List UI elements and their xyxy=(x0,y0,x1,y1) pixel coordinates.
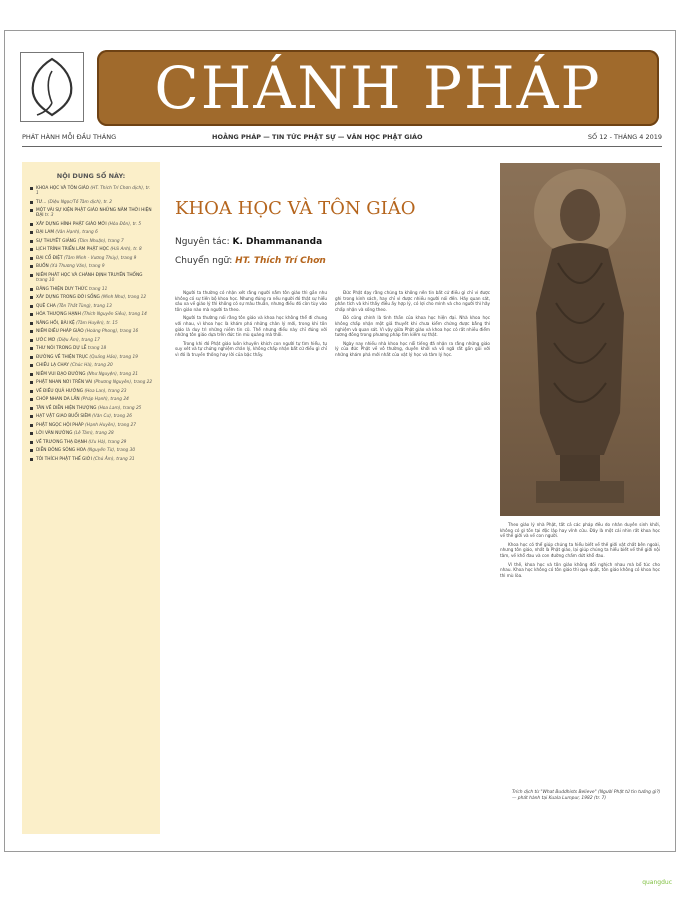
toc-item-title: LỊCH TRÌNH TRIỂN LÃM PHẬT HỌC xyxy=(36,247,109,253)
toc-item-source: tr. 3 xyxy=(44,213,54,219)
toc-item-source: (Hạnh Huyền), trang 27 xyxy=(85,422,137,428)
toc-item-title: HÓA THƯỢNG HẠNH xyxy=(36,312,81,318)
toc-list xyxy=(22,186,160,462)
toc-item-title: CHIỀU LẠ CHAY xyxy=(36,363,69,369)
toc-item[interactable] xyxy=(30,389,154,394)
article-caption: Trích dịch từ "What Buddhists Believe" (Người Phật tử tin tưởng gì?) — phát hành tại Kuala Lumpur, 1982 (tr. 7) xyxy=(512,790,661,801)
toc-item-source: (Hải Anh), tr. 8 xyxy=(110,247,142,253)
toc-item-title: NIỀM ĐIỀU PHÁP GIÁO xyxy=(36,329,84,335)
toc-item-title: DIỄN ĐÔNG SÔNG HOA xyxy=(36,448,86,454)
toc-item[interactable] xyxy=(30,372,154,377)
toc-item[interactable] xyxy=(30,304,154,309)
author-label: Nguyên tác: xyxy=(175,237,230,247)
article-paragraph: Đó cũng chính là tinh thần của khoa học hiện đại. Nhà khoa học không chấp nhận một giả thuyết khi chưa kiểm chứng được bằng thí nghiệm và quan sát. Vì vậy giữa Phật giáo và khoa học có rất nhiều điểm tương đồng trong phương pháp tìm kiếm sự thật. xyxy=(335,315,490,338)
toc-item-title: PHẬT NGỌC HỘI PHÁP xyxy=(36,422,84,428)
article-paragraph: Ngày nay nhiều nhà khoa học nổi tiếng đã nhận ra rằng những giáo lý của đức Phật về vô thường, duyên khởi và vô ngã rất gần gũi với những khám phá mới nhất của vật lý học và tâm lý học. xyxy=(335,340,490,357)
toc-item-source: (Minh Như), trang 12 xyxy=(101,295,147,301)
issue-number: SỐ 12 - THÁNG 4 2019 xyxy=(587,133,662,141)
toc-item[interactable] xyxy=(30,295,154,300)
toc-item-source: (Tâm Nhuận), trang 7 xyxy=(77,238,124,244)
toc-item-source: (Hoa Lan), trang 23 xyxy=(84,388,127,394)
toc-item-title: VỀ ĐIỀU QUẢ HƯỚNG xyxy=(36,388,84,394)
toc-item-title: HẠT VẬT GIAO BUỔI SIÊM xyxy=(36,414,91,420)
article-title: KHOA HỌC VÀ TÔN GIÁO xyxy=(175,198,416,219)
toc-item[interactable] xyxy=(30,247,154,252)
buddha-statue-photo xyxy=(500,163,660,516)
toc-title: NỘI DUNG SỐ NÀY: xyxy=(56,172,126,180)
toc-item[interactable] xyxy=(30,338,154,343)
toc-item[interactable] xyxy=(30,448,154,453)
toc-item-source: trang 11 xyxy=(88,286,108,292)
toc-item-source: (Phương Nguyên), trang 22 xyxy=(93,380,153,386)
toc-item[interactable] xyxy=(30,222,154,227)
article-column-2 xyxy=(335,290,490,835)
toc-item-title: PHẬT NHAN NƠI TRÊN VAI xyxy=(36,380,93,386)
toc-item[interactable] xyxy=(30,329,154,334)
toc-item-title: ĐƯỜNG VỀ THIỆN TRỤC xyxy=(36,354,89,360)
toc-item-title: THƯ NÓI TRONG DỰ LỄ xyxy=(36,346,87,352)
author-name: K. Dhammananda xyxy=(232,237,323,247)
toc-item-title: ĐẠI LAM xyxy=(36,230,55,236)
toc-item-title: CHÓP NHAN DA LẦN xyxy=(36,397,80,403)
toc-item-title: VỀ TRƯƠNG THẠ ĐẠNH xyxy=(36,439,88,445)
article-paragraph: Theo giáo lý nhà Phật, tất cả các pháp đều do nhân duyên sinh khởi, không có gì tồn tại độc lập hay vĩnh cửu. Đây là một cái nhìn rất khoa học về thế giới và về con người. xyxy=(500,522,660,539)
article-column-3 xyxy=(500,522,660,787)
toc-item-title: ĐĂNG THIỆN DUY THỨC xyxy=(36,286,88,292)
toc-item-source: (Nguyên Từ), trang 30 xyxy=(87,448,136,454)
toc-item-source: (Thích Nguyên Siêu), trang 14 xyxy=(82,312,147,318)
toc-item-source: (Tâm Huyền), tr. 15 xyxy=(76,320,118,326)
toc-item-source: (Diệu Ngọc/Tố Tâm dịch), tr. 2 xyxy=(47,199,113,205)
article-paragraph: Đức Phật dạy rằng chúng ta không nên tin bất cứ điều gì chỉ vì được ghi trong kinh sách, hay chỉ vì được nhiều người nói đến. Hãy quan sát, phân tích và khi thấy điều ấy hợp lý, có lợi cho mình và cho người thì hãy chấp nhận và sống theo. xyxy=(335,290,490,312)
article-paragraph: Người ta thường nói rằng tôn giáo và khoa học không thể đi chung với nhau, vì khoa học là khám phá những chân lý mới, trong khi tôn giáo là duy trì những niềm tin cũ. Thế nhưng điều này chỉ đúng với những tôn giáo dựa trên đức tin mù quáng mà thôi. xyxy=(175,315,327,338)
toc-item[interactable] xyxy=(30,239,154,244)
toc-item-title: ĐẠI CỔ ĐIỆT xyxy=(36,255,63,261)
header-rule xyxy=(22,146,662,147)
tagline: HOẰNG PHÁP — TIN TỨC PHẬT SỰ — VĂN HỌC PHẬT GIÁO xyxy=(212,133,423,141)
toc-item[interactable] xyxy=(30,380,154,385)
info-bar xyxy=(22,133,662,145)
toc-item-title: NIỀM PHÁT HỌC VÀ CHÁNH ĐỊNH TRUYỀN THỐNG xyxy=(36,272,143,278)
article-paragraph: Vì thế, khoa học và tôn giáo không đối nghịch nhau mà bổ túc cho nhau. Khoa học không có tôn giáo thì què quặt, tôn giáo không có khoa học thì mù lòa. xyxy=(500,561,660,578)
toc-item-source: trang 10 xyxy=(36,278,55,284)
toc-item[interactable] xyxy=(30,397,154,402)
toc-item[interactable] xyxy=(30,321,154,326)
publication-frequency: PHÁT HÀNH MỖI ĐẦU THÁNG xyxy=(22,133,117,141)
toc-item-title: BUỒN xyxy=(36,264,49,270)
toc-item-title: TƯ... xyxy=(36,199,47,205)
toc-item-source: (Hòa Đôn), tr. 5 xyxy=(108,221,142,227)
table-of-contents xyxy=(22,162,160,834)
watermark: quangduc xyxy=(642,879,672,886)
toc-item-title: TÔI THÍCH PHẬT THẾ GIỚI xyxy=(36,456,92,462)
toc-item-source: (Hoa Lam), trang 25 xyxy=(97,405,142,411)
translator-name: HT. Thích Trí Chơn xyxy=(235,256,326,266)
toc-item-source: trang 18 xyxy=(87,346,107,352)
toc-item[interactable] xyxy=(30,431,154,436)
toc-item[interactable] xyxy=(30,256,154,261)
toc-item-source: (Lê Tâm), trang 28 xyxy=(73,431,114,437)
masthead-banner xyxy=(97,50,659,126)
toc-item[interactable] xyxy=(30,264,154,269)
toc-item[interactable] xyxy=(30,346,154,351)
toc-item-title: XÂY DỰNG TRONG ĐỜI SỐNG xyxy=(36,295,100,301)
toc-item[interactable] xyxy=(30,230,154,235)
toc-item[interactable] xyxy=(30,200,154,205)
toc-item-title: MỘT VÀI SỰ KIỆN PHẬT GIÁO NHỮNG NĂM THỜI HIỆN ĐẠI xyxy=(36,208,152,219)
toc-item[interactable] xyxy=(30,273,154,283)
toc-item[interactable] xyxy=(30,406,154,411)
article-paragraph: Trong khi đó Phật giáo luôn khuyến khích con người tự tìm hiểu, tự suy xét và tự chứng nghiệm chân lý, không chấp nhận bất cứ điều gì chỉ vì đó là truyền thống hay lời của bậc thầy. xyxy=(175,340,327,357)
toc-item-source: (Tôn Thất Tùng), trang 13 xyxy=(57,303,112,309)
toc-item-title: TÂN VỀ DIỄN HIỆN THƯỢNG xyxy=(36,405,97,411)
article-paragraph: Khoa học có thể giúp chúng ta hiểu biết về thế giới vật chất bên ngoài, nhưng tôn giáo, nhất là Phật giáo, lại giúp chúng ta hiểu biết về thế giới nội tâm, về khổ đau và con đường chấm dứt khổ đau. xyxy=(500,541,660,558)
author-line xyxy=(175,237,322,247)
toc-item-title: NIỀM VUI ĐẠO ĐƯỜNG xyxy=(36,371,86,377)
toc-item-source: (Ưu Hà), trang 29 xyxy=(88,439,127,445)
toc-item-source: (Văn Cư), trang 26 xyxy=(92,414,132,420)
toc-item-source: (Hoàng Phong), trang 16 xyxy=(85,329,139,335)
translator-label: Chuyển ngữ: xyxy=(175,256,233,266)
translator-line xyxy=(175,256,326,266)
toc-item[interactable] xyxy=(30,287,154,292)
toc-item[interactable] xyxy=(30,208,154,218)
toc-item-title: NĂNG HỒI, BÀI KỆ xyxy=(36,320,75,326)
toc-item[interactable] xyxy=(30,440,154,445)
toc-item[interactable] xyxy=(30,363,154,368)
toc-item[interactable] xyxy=(30,414,154,419)
toc-item-source: (Tâm Minh - Vương Thúy), trang 9 xyxy=(63,255,137,261)
toc-item-title: KHOA HỌC VÀ TÔN GIÁO xyxy=(36,186,90,191)
toc-item-source: (Như Nguyện), trang 21 xyxy=(86,371,138,377)
bodhi-leaf-logo xyxy=(20,52,84,122)
toc-item-source: (Vân Hạnh), trang 6 xyxy=(55,230,98,236)
toc-item[interactable] xyxy=(30,186,154,196)
toc-item-source: (Diệu Âm), trang 17 xyxy=(56,337,100,343)
toc-item-title: QUÊ CHA xyxy=(36,303,56,309)
masthead-title: CHÁNH PHÁP xyxy=(154,54,602,122)
toc-item-title: XÂY DỰNG HÌNH PHẬT GIÁO MỚI xyxy=(36,221,107,227)
toc-item-title: ƯỚC MƠ xyxy=(36,337,56,343)
toc-item-title: SỰ THUYẾT GIẢNG xyxy=(36,238,77,244)
toc-item-source: (Chú Âm), trang 31 xyxy=(93,456,135,462)
toc-item-source: (Pháp Hạnh), trang 24 xyxy=(81,397,129,403)
toc-item[interactable] xyxy=(30,355,154,360)
article-column-1 xyxy=(175,290,327,835)
toc-item-source: (Quảng Hảo), trang 19 xyxy=(89,354,138,360)
toc-item[interactable] xyxy=(30,423,154,428)
toc-item-source: (HT. Thích Trí Chơn dịch), tr. 1 xyxy=(36,186,151,197)
toc-item[interactable] xyxy=(30,312,154,317)
toc-item[interactable] xyxy=(30,457,154,462)
toc-item-source: (Xà Thương Văn), trang 9 xyxy=(50,264,105,270)
toc-item-title: LỜI VÀN NƯỚNG xyxy=(36,431,73,437)
article-paragraph: Người ta thường có nhận xét rằng người nắm tôn giáo thì gần như không có sự tiến bộ khoa học. Nhưng đúng ra nếu người đó thật sự hiểu sâu xa về giáo lý thì không có sự mâu thuẫn, nhưng điều đó còn tùy vào tôn giáo nào mà người ta theo. xyxy=(175,290,327,312)
toc-item-source: (Chúc Hà), trang 20 xyxy=(70,363,113,369)
